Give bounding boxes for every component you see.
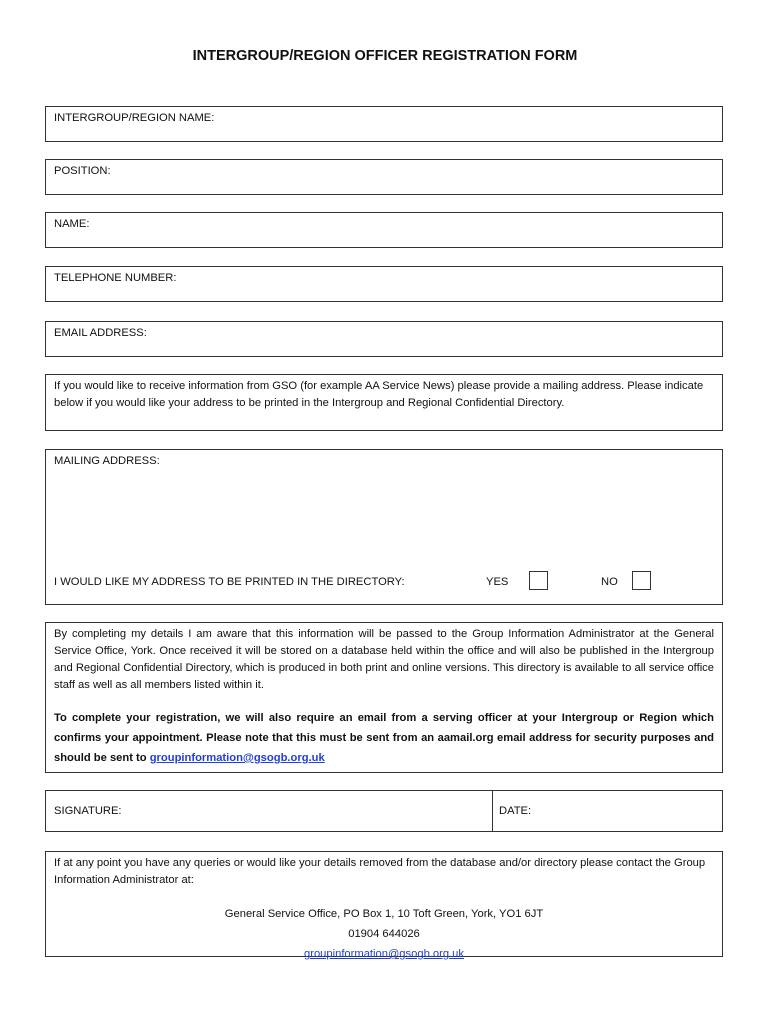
mailing-address-field[interactable] — [45, 449, 723, 605]
consent-box — [45, 622, 723, 773]
name-label: NAME: — [54, 218, 90, 230]
contact-email-row — [46, 944, 722, 964]
name-field[interactable] — [45, 212, 723, 248]
print-directory-question: I WOULD LIKE MY ADDRESS TO BE PRINTED IN THE DIRECTORY: — [54, 576, 405, 588]
email-label: EMAIL ADDRESS: — [54, 327, 147, 339]
contact-email-link[interactable]: groupinformation@gsogb.org.uk — [304, 948, 464, 960]
no-checkbox[interactable] — [632, 571, 651, 590]
intergroup-name-label: INTERGROUP/REGION NAME: — [54, 112, 215, 124]
no-label: NO — [601, 576, 618, 588]
contact-phone: 01904 644026 — [348, 928, 420, 940]
signature-label: SIGNATURE: — [54, 805, 122, 817]
mailing-info-text: If you would like to receive information from GSO (for example AA Service News) please provide a mailing address. Please indicate below if you would like your address to be printed in the Intergroup and Regional Confidential Directory. — [54, 380, 704, 409]
signature-field[interactable] — [46, 791, 492, 831]
signature-date-row — [45, 790, 723, 832]
position-field[interactable] — [45, 159, 723, 195]
consent-bold-copy: To complete your registration, we will also require an email from a serving officer at your Intergroup or Region which confirms your appointment. Please note that this must be sent from an aamail.org email address for security purposes and should be sent to — [54, 712, 714, 764]
contact-box — [45, 851, 723, 960]
consent-bold-text — [46, 705, 722, 771]
email-field[interactable] — [45, 321, 723, 357]
mailing-address-label: MAILING ADDRESS: — [54, 455, 160, 467]
consent-text: By completing my details I am aware that this information will be passed to the Group Information Administrator at the General Service Office, York. Once received it will be stored on a database held within the office and will also be published in the Intergroup and Regional Confidential Directory, which is produced in both print and online versions. This directory is available to all service office staff as well as all members listed within it. — [54, 628, 714, 691]
page-title: INTERGROUP/REGION OFFICER REGISTRATION FORM — [192, 48, 578, 64]
contact-intro: If at any point you have any queries or would like your details removed from the database and/or directory please contact the Group Information Administrator at: — [54, 857, 706, 886]
yes-label: YES — [486, 576, 509, 588]
consent-email-link[interactable]: groupinformation@gsogb.org.uk — [149, 752, 325, 764]
mailing-info-box — [45, 374, 723, 431]
intergroup-name-field[interactable] — [45, 106, 723, 142]
telephone-field[interactable] — [45, 266, 723, 302]
yes-checkbox[interactable] — [529, 571, 548, 590]
date-label: DATE: — [499, 805, 532, 817]
telephone-label: TELEPHONE NUMBER: — [54, 272, 177, 284]
position-label: POSITION: — [54, 165, 111, 177]
date-field[interactable] — [493, 791, 722, 831]
contact-address: General Service Office, PO Box 1, 10 Toft Green, York, YO1 6JT — [224, 908, 544, 920]
